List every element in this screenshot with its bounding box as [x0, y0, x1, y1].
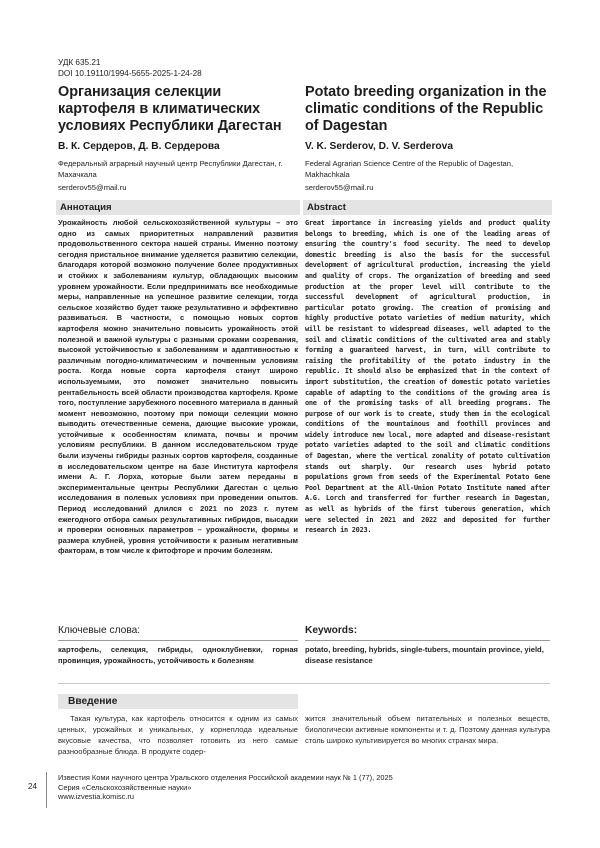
journal-footer [58, 773, 438, 802]
keywords-text-ru: картофель, селекция, гибриды, одноклубневки, горная провинция, урожайность, устойчивость к болезням [58, 645, 298, 666]
intro-text-right: жится значительный объем питательных и полезных веществ, биологически активные компоненты и т. д. Поэтому данная культура столь широко культивируется во многих странах мира. [305, 713, 550, 746]
affiliation-en: Federal Agrarian Science Centre of the Republic of Dagestan, Makhachkala [305, 159, 545, 180]
abstract-heading-en [303, 200, 552, 215]
udk-code: УДК 635.21 [58, 57, 202, 68]
keywords-rule-ru [58, 640, 298, 641]
email-en[interactable]: serderov55@mail.ru [305, 183, 374, 192]
abstract-text-en: Great importance in increasing yields and product quality belongs to breeding, which is one of the leading areas of ensuring the country's food security. The need to develop domestic breeding is also the basis for the successful development of agricultural production, increasing the yield and quality of crops. The organization of breeding and seed production at the proper level will contribute to the successful development of agricultural production, in particular potato growing. The creation of promising and highly productive potato varieties of medium maturity, which will be resistant to widespread diseases, well adapted to the soil and climatic conditions of the cultivated area and stably forming a guaranteed harvest, in turn, will contribute to raising the profitability of the potato industry in the republic. It should also be emphasized that in the context of import substitution, the creation of domestic potato varieties capable of adapting to the conditions of the growing area is one of the promising tasks of all breeding programs. The purpose of our work is to create, study them in the ecological conditions of the mountainous and foothill provinces and widely introduce new local, more adapted and disease-resistant potato varieties adapted to the soil and climatic conditions of Dagestan, where the vertical zonality of potato cultivation stands out sharply. Our research uses hybrid potato populations grown from seeds of the Experimental Potato Gene Pool Department at the All-Union Potato Institute named after A.G. Lorch and transferred for further research in Dagestan, as well as hybrids of the first tuberous generation, which were selected in 2021 and 2022 and deposited for further research in 2023. [305, 218, 550, 536]
abstract-text-ru: Урожайность любой сельскохозяйственной культуры – это одно из самых приоритетных направлений развития продовольственного сектора нашей страны. Именно поэтому сегодня пристальное внимание уделяется развитию селекции, благодаря которой возможно получение более продуктивных и стойких к заболеваниям культур, обладающих высоким уровнем урожайности. Если предпринимать все необходимые меры, направленные на успешное развитие селекции, тогда сельское хозяйство будет также результативно и эффективно развиваться. В частности, с помощью новых сортов картофеля можно значительно повысить урожайность этой полезной и важной культуры с разными сроками созревания, высокой устойчивостью к заболеваниям и адаптивностью к различным погодно-климатическим и почвенным условиям роста. Когда новые сорта картофеля станут широко используемыми, это поможет значительно повысить рентабельность всей области производства картофеля. Кроме того, поступление зарубежного посевного материала в данный момент невозможно, поэтому при помощи селекции можно выводить отечественные семена, дающие высокие урожаи, устойчивые к особенностям климата, почвы и прочим условиям республики. В данном исследовательском труде были изучены гибриды разных сортов картофеля, созданные в исследовательском центре на базе Института картофеля имени А. Г. Лорха, которые были затем переданы в экспериментальные центры Республики Дагестан с целью исследования в полевых условиях при проведении опытов. Период исследований длился с 2021 по 2023 г. путем ежегодного отбора самых результативных гибридов, высадки и проверки основных параметров – урожайности, формы и размера клубней, уровня устойчивости к разным негативным факторам, в том числе к фитофторе и прочим болезням. [58, 218, 298, 557]
article-meta [58, 57, 202, 79]
title-en: Potato breeding organization in the climatic conditions of the Republic of Dagestan [305, 84, 550, 135]
journal-series: Серия «Сельскохозяйственные науки» [58, 783, 438, 793]
intro-heading: Введение [58, 694, 298, 709]
intro-text-left: Такая культура, как картофель относится к одним из самых ценных, урожайных и уникальных, у корнеплода идеальные вкусовые качества, что позволяет готовить из него самые разнообразные блюда. В продукте содер- [58, 713, 298, 757]
abstract-heading-en-label: Abstract [305, 200, 346, 215]
keywords-text-en: potato, breeding, hybrids, single-tubers, mountain province, yield, disease resistance [305, 645, 550, 666]
abstract-heading-ru [56, 200, 300, 215]
journal-name: Известия Коми научного центра Уральского отделения Российской академии наук № 1 (77), 2025 [58, 773, 438, 783]
footer-bar [46, 772, 47, 808]
journal-url[interactable]: www.izvestia.komisc.ru [58, 792, 438, 802]
authors-en: V. K. Serderov, D. V. Serderova [305, 141, 453, 152]
keywords-rule-en [305, 640, 550, 641]
email-ru[interactable]: serderov55@mail.ru [58, 183, 127, 192]
abstract-heading-ru-label: Аннотация [58, 200, 112, 215]
page-number: 24 [28, 782, 37, 791]
keywords-heading-ru: Ключевые слова: [58, 625, 298, 636]
authors-ru: В. К. Сердеров, Д. В. Сердерова [58, 141, 220, 152]
title-ru: Организация селекции картофеля в климатических условиях Республики Дагестан [58, 84, 298, 135]
section-divider [58, 683, 550, 684]
doi[interactable]: DOI 10.19110/1994-5655-2025-1-24-28 [58, 68, 202, 79]
keywords-heading-en: Keywords: [305, 625, 550, 636]
affiliation-ru: Федеральный аграрный научный центр Республики Дагестан, г. Махачкала [58, 159, 298, 180]
